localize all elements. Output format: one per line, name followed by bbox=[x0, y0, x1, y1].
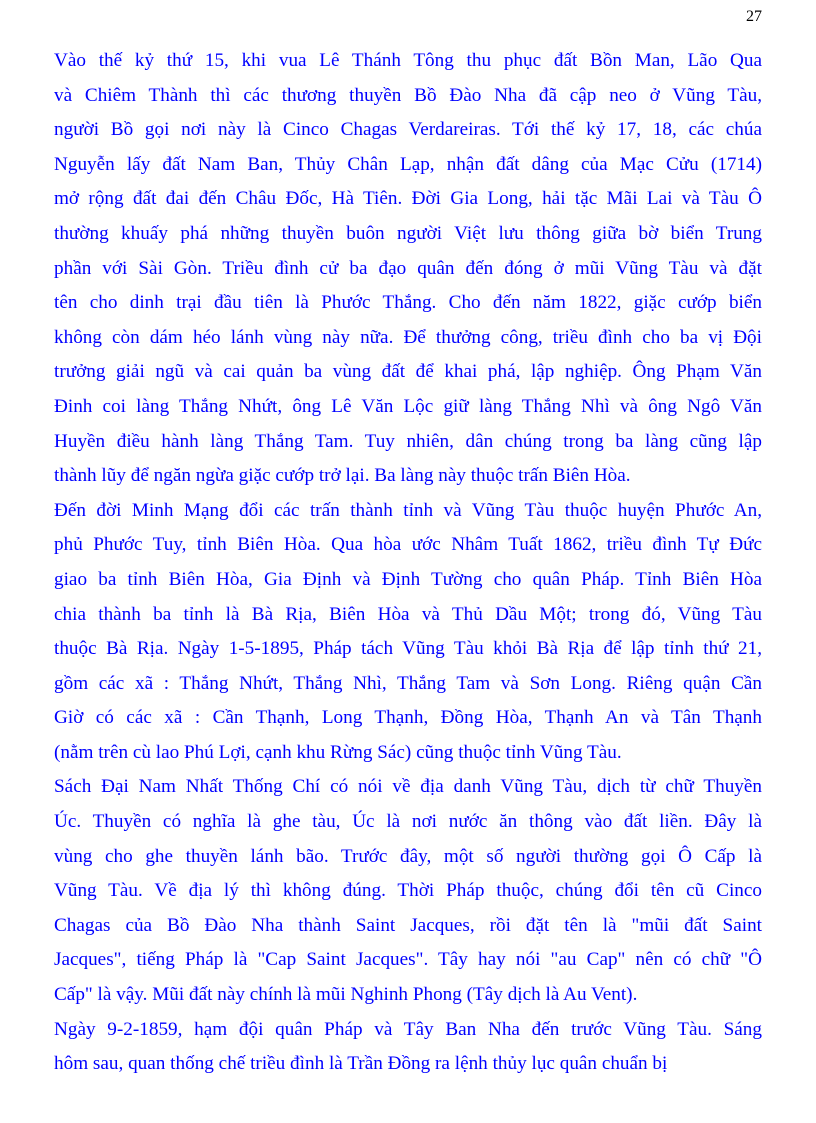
text-line: Nguyễn lấy đất Nam Ban, Thủy Chân Lạp, nhận đất dâng của Mạc Cửu (1714) bbox=[54, 153, 762, 175]
text-line: Chagas của Bồ Đào Nha thành Saint Jacques, rồi đặt tên là "mũi đất Saint bbox=[54, 914, 762, 936]
text-line: Huyền điều hành làng Thắng Tam. Tuy nhiên, dân chúng trong ba làng cũng lập bbox=[54, 430, 762, 452]
text-line: Vào thế kỷ thứ 15, khi vua Lê Thánh Tông thu phục đất Bồn Man, Lão Qua bbox=[54, 50, 762, 71]
text-line: thành lũy để ngăn ngừa giặc cướp trở lại. Ba làng này thuộc trấn Biên Hòa. bbox=[54, 465, 631, 487]
text-line: Jacques", tiếng Pháp là "Cap Saint Jacques". Tây hay nói "au Cap" nên có chữ "Ô bbox=[54, 949, 762, 971]
text-line: thuộc Bà Rịa. Ngày 1-5-1895, Pháp tách Vũng Tàu khỏi Bà Rịa để lập tỉnh thứ 21, bbox=[54, 638, 762, 660]
text-line: Sách Đại Nam Nhất Thống Chí có nói về địa danh Vũng Tàu, dịch từ chữ Thuyền bbox=[54, 776, 762, 798]
text-line: phủ Phước Tuy, tỉnh Biên Hòa. Qua hòa ước Nhâm Tuất 1862, triều đình Tự Đức bbox=[54, 534, 762, 556]
text-line: Cấp" là vậy. Mũi đất này chính là mũi Nghinh Phong (Tây dịch là Au Vent). bbox=[54, 984, 638, 1006]
text-line: chia thành ba tỉnh là Bà Rịa, Biên Hòa và Thủ Dầu Một; trong đó, Vũng Tàu bbox=[54, 603, 762, 625]
page-number: 27 bbox=[746, 8, 762, 25]
text-line: vùng cho ghe thuyền lánh bão. Trước đây, một số người thường gọi Ô Cấp là bbox=[54, 845, 762, 867]
paragraph bbox=[54, 494, 762, 771]
text-line: người Bồ gọi nơi này là Cinco Chagas Verdareiras. Tới thế kỷ 17, 18, các chúa bbox=[54, 119, 762, 141]
text-line: trưởng giải ngũ và cai quản ba vùng đất để khai phá, lập nghiệp. Ông Phạm Văn bbox=[54, 361, 762, 383]
text-line: giao ba tỉnh Biên Hòa, Gia Định và Định Tường cho quân Pháp. Tỉnh Biên Hòa bbox=[54, 568, 762, 590]
text-line: Úc. Thuyền có nghĩa là ghe tàu, Úc là nơi nước ăn thông vào đất liền. Đây là bbox=[54, 811, 762, 833]
text-line: tên cho dinh trại đầu tiên là Phước Thắng. Cho đến năm 1822, giặc cướp biển bbox=[54, 292, 762, 314]
text-line: Giờ có các xã : Cần Thạnh, Long Thạnh, Đồng Hòa, Thạnh An và Tân Thạnh bbox=[54, 707, 762, 729]
text-line: gồm các xã : Thắng Nhứt, Thắng Nhì, Thắng Tam và Sơn Long. Riêng quận Cần bbox=[54, 672, 762, 694]
paragraph bbox=[54, 1013, 762, 1082]
text-line: mở rộng đất đai đến Châu Đốc, Hà Tiên. Đời Gia Long, hải tặc Mãi Lai và Tàu Ô bbox=[54, 188, 762, 210]
text-line: không còn dám héo lánh vùng này nữa. Để thưởng công, triều đình cho ba vị Đội bbox=[54, 326, 762, 348]
text-line: (nằm trên cù lao Phú Lợi, cạnh khu Rừng Sác) cũng thuộc tỉnh Vũng Tàu. bbox=[54, 741, 622, 763]
text-line: và Chiêm Thành thì các thương thuyền Bồ Đào Nha đã cập neo ở Vũng Tàu, bbox=[54, 84, 762, 106]
text-line: Đến đời Minh Mạng đổi các trấn thành tỉnh và Vũng Tàu thuộc huyện Phước An, bbox=[54, 499, 762, 521]
text-line: Vũng Tàu. Về địa lý thì không đúng. Thời Pháp thuộc, chúng đổi tên cũ Cinco bbox=[54, 880, 762, 902]
text-line: thường khuấy phá những thuyền buôn người Việt lưu thông giữa bờ biển Trung bbox=[54, 222, 762, 244]
text-line: phần với Sài Gòn. Triều đình cử ba đạo quân đến đóng ở mũi Vũng Tàu và đặt bbox=[54, 257, 762, 279]
text-line: hôm sau, quan thống chế triều đình là Trần Đồng ra lệnh thủy lục quân chuẩn bị bbox=[54, 1053, 668, 1075]
body-text bbox=[54, 44, 762, 1082]
text-line: Đinh coi làng Thắng Nhứt, ông Lê Văn Lộc giữ làng Thắng Nhì và ông Ngô Văn bbox=[54, 395, 762, 417]
paragraph bbox=[54, 44, 762, 494]
text-line: Ngày 9-2-1859, hạm đội quân Pháp và Tây Ban Nha đến trước Vũng Tàu. Sáng bbox=[54, 1018, 762, 1040]
paragraph bbox=[54, 770, 762, 1012]
